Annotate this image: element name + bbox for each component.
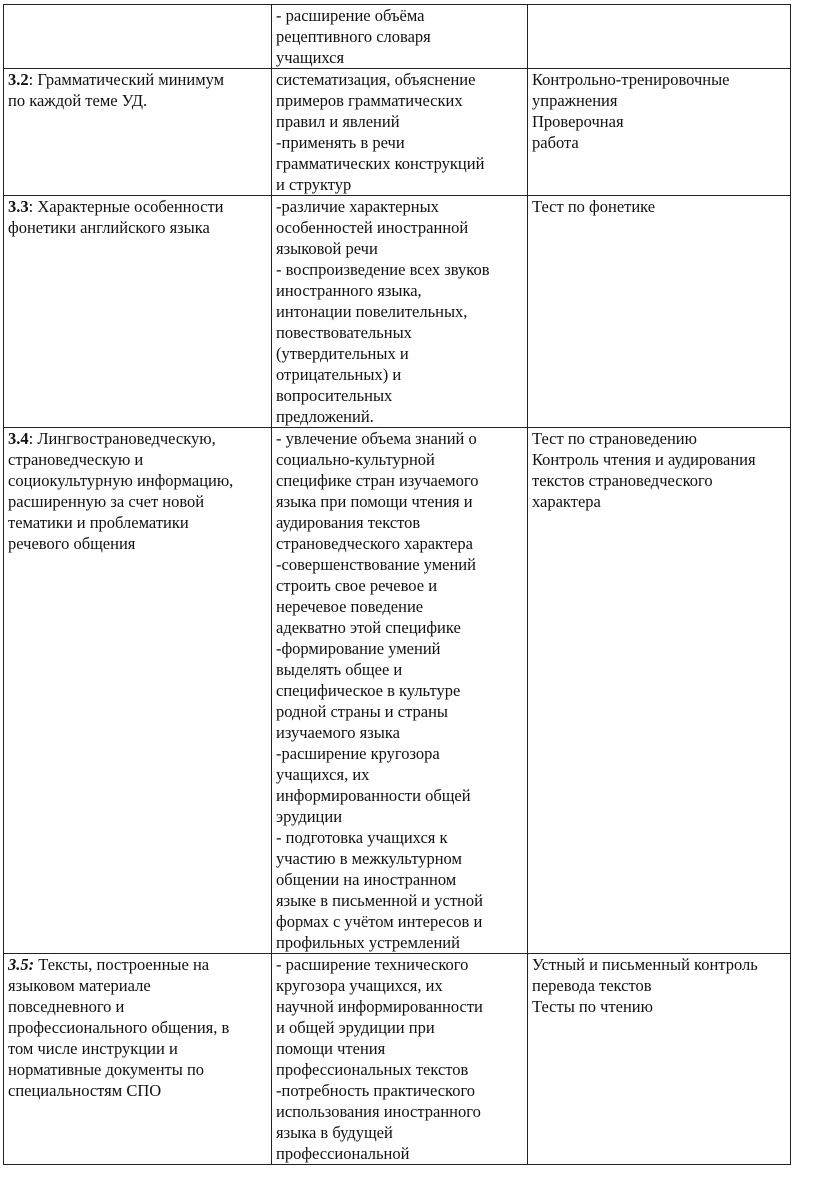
- goal-line: систематизация, объяснение: [276, 70, 476, 89]
- topic-line: повседневного и: [8, 997, 125, 1016]
- topic-line: : Лингвострановедческую,: [28, 429, 216, 448]
- goal-line: -применять в речи: [276, 133, 405, 152]
- table-row: [4, 196, 791, 428]
- control-cell: [528, 954, 791, 1165]
- goals-cell: [272, 69, 528, 196]
- goal-line: страноведческого характера: [276, 534, 473, 553]
- topic-code: 3.4: [8, 429, 29, 448]
- control-line: перевода текстов: [532, 976, 652, 995]
- goal-line: профессиональных текстов: [276, 1060, 469, 1079]
- control-line: характера: [532, 492, 601, 511]
- control-line: Контрольно-тренировочные: [532, 70, 730, 89]
- goal-line: аудирования текстов: [276, 513, 421, 532]
- goal-line: и структур: [276, 175, 352, 194]
- topic-cell: [4, 69, 272, 196]
- goal-line: отрицательных) и: [276, 365, 402, 384]
- topic-line: языковом материале: [8, 976, 151, 995]
- goal-line: формах с учётом интересов и: [276, 912, 483, 931]
- program-table: [3, 4, 791, 1165]
- control-line: упражнения: [532, 91, 618, 110]
- goal-line: неречевое поведение: [276, 597, 424, 616]
- goal-line: социально-культурной: [276, 450, 435, 469]
- goal-line: примеров грамматических: [276, 91, 463, 110]
- topic-line: нормативные документы по: [8, 1060, 205, 1079]
- goal-line: - воспроизведение всех звуков: [276, 260, 490, 279]
- goal-line: профессиональной: [276, 1144, 410, 1163]
- topic-line: страноведческую и: [8, 450, 144, 469]
- goal-line: профильных устремлений: [276, 933, 460, 952]
- topic-heading: [8, 428, 267, 449]
- topic-code: 3.5:: [8, 955, 35, 974]
- goal-line: -расширение кругозора: [276, 744, 440, 763]
- control-cell: [528, 5, 791, 69]
- goal-line: использования иностранного: [276, 1102, 481, 1121]
- control-line: Тест по страноведению: [532, 429, 697, 448]
- goal-line: особенностей иностранной: [276, 218, 469, 237]
- topic-line: том числе инструкции и: [8, 1039, 178, 1058]
- topic-heading: [8, 954, 267, 975]
- goal-line: общении на иностранном: [276, 870, 457, 889]
- goal-line: правил и явлений: [276, 112, 400, 131]
- goal-line: -формирование умений: [276, 639, 441, 658]
- topic-cell: [4, 428, 272, 954]
- goal-line: строить свое речевое и: [276, 576, 438, 595]
- goal-line: участию в межкультурном: [276, 849, 462, 868]
- goal-line: (утвердительных и: [276, 344, 409, 363]
- table-row: [4, 954, 791, 1165]
- table-row: [4, 5, 791, 69]
- goal-line: кругозора учащихся, их: [276, 976, 443, 995]
- table-row: [4, 69, 791, 196]
- control-cell: [528, 196, 791, 428]
- goal-line: грамматических конструкций: [276, 154, 485, 173]
- goal-line: языковой речи: [276, 239, 378, 258]
- goal-line: языке в письменной и устной: [276, 891, 483, 910]
- goal-line: повествовательных: [276, 323, 412, 342]
- topic-code: 3.3: [8, 197, 29, 216]
- goal-line: родной страны и страны: [276, 702, 448, 721]
- topic-line: фонетики английского языка: [8, 218, 210, 237]
- goal-line: помощи чтения: [276, 1039, 386, 1058]
- topic-line: профессионального общения, в: [8, 1018, 230, 1037]
- goals-cell: [272, 5, 528, 69]
- topic-line: расширенную за счет новой: [8, 492, 205, 511]
- goal-line: -потребность практического: [276, 1081, 476, 1100]
- goal-line: эрудиции: [276, 807, 343, 826]
- goal-line: - подготовка учащихся к: [276, 828, 448, 847]
- goal-line: иностранного языка,: [276, 281, 422, 300]
- goal-line: адекватно этой специфике: [276, 618, 461, 637]
- goal-line: специфике стран изучаемого: [276, 471, 479, 490]
- goal-line: предложений.: [276, 407, 374, 426]
- topic-cell: [4, 954, 272, 1165]
- goal-line: рецептивного словаря: [276, 27, 431, 46]
- goal-line: языка в будущей: [276, 1123, 393, 1142]
- goal-line: изучаемого языка: [276, 723, 400, 742]
- goal-line: - увлечение объема знаний о: [276, 429, 477, 448]
- goal-line: специфическое в культуре: [276, 681, 461, 700]
- topic-line: тематики и проблематики: [8, 513, 189, 532]
- goal-line: и общей эрудиции при: [276, 1018, 435, 1037]
- goal-line: -совершенствование умений: [276, 555, 476, 574]
- control-line: текстов страноведческого: [532, 471, 713, 490]
- goal-line: - расширение объёма: [276, 6, 425, 25]
- goal-line: информированности общей: [276, 786, 471, 805]
- goal-line: - расширение технического: [276, 955, 469, 974]
- goal-line: учащихся: [276, 48, 345, 67]
- goals-cell: [272, 428, 528, 954]
- goal-line: вопросительных: [276, 386, 393, 405]
- goal-line: языка при помощи чтения и: [276, 492, 473, 511]
- control-line: работа: [532, 133, 579, 152]
- control-line: Тесты по чтению: [532, 997, 653, 1016]
- goal-line: интонации повелительных,: [276, 302, 468, 321]
- control-cell: [528, 428, 791, 954]
- goals-cell: [272, 954, 528, 1165]
- control-line: Устный и письменный контроль: [532, 955, 758, 974]
- topic-heading: [8, 69, 267, 90]
- program-table-body: [4, 5, 791, 1165]
- topic-line: : Характерные особенности: [28, 197, 224, 216]
- goal-line: выделять общее и: [276, 660, 403, 679]
- goal-line: учащихся, их: [276, 765, 370, 784]
- topic-line: Тексты, построенные на: [34, 955, 210, 974]
- topic-cell: [4, 196, 272, 428]
- topic-line: : Грамматический минимум: [28, 70, 225, 89]
- topic-cell: [4, 5, 272, 69]
- goal-line: научной информированности: [276, 997, 483, 1016]
- control-line: Контроль чтения и аудирования: [532, 450, 756, 469]
- topic-line: по каждой теме УД.: [8, 91, 148, 110]
- topic-line: речевого общения: [8, 534, 136, 553]
- control-cell: [528, 69, 791, 196]
- topic-heading: [8, 196, 267, 217]
- control-line: Тест по фонетике: [532, 197, 656, 216]
- control-line: Проверочная: [532, 112, 624, 131]
- topic-line: специальностям СПО: [8, 1081, 162, 1100]
- goal-line: -различие характерных: [276, 197, 439, 216]
- topic-code: 3.2: [8, 70, 29, 89]
- topic-line: социокультурную информацию,: [8, 471, 234, 490]
- goals-cell: [272, 196, 528, 428]
- table-row: [4, 428, 791, 954]
